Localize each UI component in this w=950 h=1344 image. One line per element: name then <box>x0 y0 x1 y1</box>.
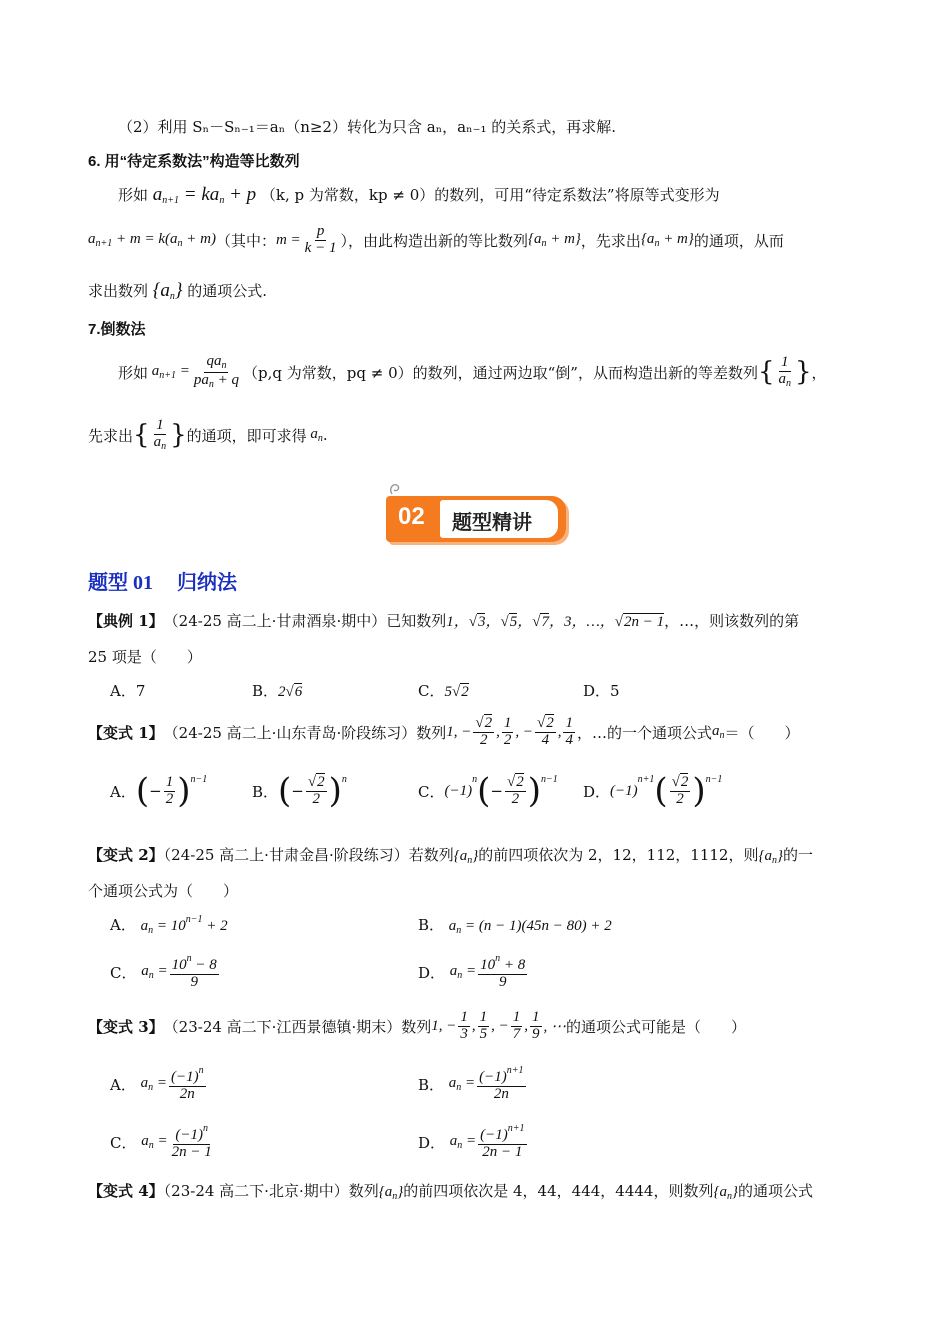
variant-3-option-c[interactable]: C． $a_n$ = $\frac{(-1)^n}{2n - 1}$ <box>110 1123 212 1160</box>
example-1-option-a[interactable]: A．7 <box>110 682 146 700</box>
banner-title: 题型精讲 <box>452 510 532 534</box>
variant-3-option-d[interactable]: D． $a_n$ = $\frac{(-1)^{n+1}}{2n - 1}$ <box>418 1123 525 1160</box>
variant-2-line2: 个通项公式为（ ） <box>88 882 239 900</box>
item-2-text: （2）利用 Sₙ－Sₙ₋₁＝aₙ（n≥2）转化为只含 aₙ，aₙ₋₁ 的关系式，再求解. <box>118 118 617 136</box>
para-7-line2: 先求出 { $\frac{1}{a_n}$ } 的通项，即可求得 $a_n$ . <box>88 417 328 452</box>
banner-number: 02 <box>398 503 425 530</box>
banner-body <box>386 496 566 542</box>
section-banner <box>386 484 570 546</box>
variant-2-option-a[interactable]: A． $a_n = 10^{n-1} + 2$ <box>110 914 228 936</box>
variant-1-option-b[interactable]: B． ( − $\frac{√2}{2}$ ) n <box>252 771 347 811</box>
type-01-heading: 题型 01 归纳法 <box>88 572 237 594</box>
para-6-line1: 形如 $a_{n+1} = ka_n + p$ （k, p 为常数，kp ≠ 0）的数列，可用“待定系数法”将原等式变形为 <box>118 184 720 206</box>
variant-2-option-c[interactable]: C． $a_n$ = $\frac{10^n - 8}{9}$ <box>110 953 217 990</box>
variant-3-option-b[interactable]: B． $a_n$ = $\frac{(-1)^{n+1}}{2n}$ <box>418 1065 524 1102</box>
variant-1-option-d[interactable]: D． (−1) n+1 ( $\frac{√2}{2}$ ) n−1 <box>583 771 723 811</box>
example-1-line1: 【典例 1】 （24-25 高二上·甘肃酒泉·期中） 已知数列 1，√3，√5，√7，3，…，√2n − 1 ，…，则该数列的第 <box>88 612 800 630</box>
variant-1-line1: 【变式 1】 （24-25 高二上·山东青岛·阶段练习） 数列 1, − $\frac{√2}{2}$ , $\frac{1}{2}$ , − $\frac{√2}{4}$ , $\frac{1}{4}$ ， …的一个通项公式 $a_n$ ＝（ ） <box>88 715 800 748</box>
variant-3-line1: 【变式 3】 （23-24 高二下·江西景德镇·期末） 数列 1, − $\frac{1}{3}$ , $\frac{1}{5}$ , − $\frac{1}{7}$ , $\frac{1}{9}$ , ⋯ 的通项公式可能是（ ） <box>88 1009 747 1042</box>
variant-4-line1: 【变式 4】（23-24 高二下·北京·期中）数列$\{a_n\}$的前四项依次是 4，44，444，4444，则数列$\{a_n\}$的通项公式 <box>88 1182 813 1202</box>
para-6-line2: $a_{n+1} + m = k(a_n + m)$ （其中： m = $\frac{p}{k - 1}$ ），由此构造出新的等比数列 $\{a_n + m\}$ ，先求出 $\{a_n + m\}$ 的通项，从而 <box>88 223 784 256</box>
para-6-line3: 求出数列 $\{a_n\}$ 的通项公式. <box>88 280 268 302</box>
para-7-line1: 形如 $a_{n+1}$ = $\frac{qa_n}{pa_n + q}$ （p,q 为常数，pq ≠ 0）的数列，通过两边取“倒”，从而构造出新的等差数列 { $\frac{1}{a_n}$ } ， <box>118 353 827 390</box>
variant-2-option-d[interactable]: D． $a_n$ = $\frac{10^n + 8}{9}$ <box>418 953 526 990</box>
variant-1-option-c[interactable]: C． (−1) n ( − $\frac{√2}{2}$ ) n−1 <box>418 771 558 811</box>
variant-1-option-a[interactable]: A． ( − $\frac{1}{2}$ ) n−1 <box>110 771 208 811</box>
heading-6: 6. 用“待定系数法”构造等比数列 <box>88 153 300 170</box>
example-1-option-b[interactable]: B．2√6 <box>252 682 303 700</box>
variant-3-option-a[interactable]: A． $a_n$ = $\frac{(-1)^n}{2n}$ <box>110 1065 204 1102</box>
variant-2-option-b[interactable]: B． $a_n = (n - 1)(45n - 80) + 2$ <box>418 916 612 936</box>
example-1-line2: 25 项是（ ） <box>88 648 202 666</box>
heading-7: 7.倒数法 <box>88 321 146 338</box>
variant-2-line1: 【变式 2】（24-25 高二上·甘肃金昌·阶段练习）若数列$\{a_n\}$的前四项依次为 2，12，112，1112，则$\{a_n\}$的一 <box>88 846 813 866</box>
banner-title-box <box>440 500 558 538</box>
example-1-option-c[interactable]: C．5√2 <box>418 682 469 700</box>
example-1-option-d[interactable]: D．5 <box>583 682 620 700</box>
